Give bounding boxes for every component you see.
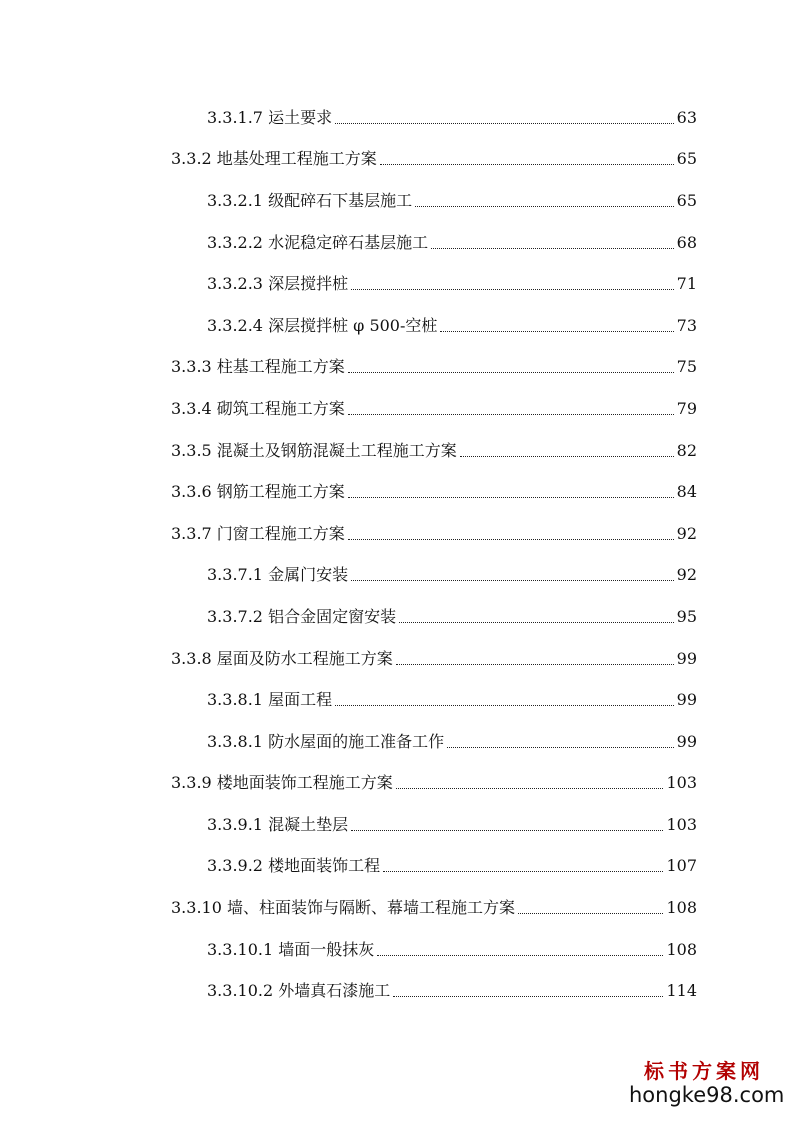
toc-entry-title: 3.3.10.2 外墙真石漆施工 xyxy=(207,981,391,1001)
toc-entry[interactable] xyxy=(0,139,697,181)
toc-entry-title: 3.3.2.1 级配碎石下基层施工 xyxy=(207,190,413,210)
dot-leader xyxy=(383,870,663,872)
toc-entry-title: 3.3.10.1 墙面一般抹灰 xyxy=(207,939,375,959)
toc-entry[interactable] xyxy=(0,513,697,555)
toc-entry-page-number: 65 xyxy=(676,149,697,169)
toc-entry-title: 3.3.6 钢筋工程施工方案 xyxy=(171,482,345,502)
toc-entry-page-number: 92 xyxy=(676,565,697,585)
dot-leader xyxy=(460,455,674,457)
toc-entry[interactable] xyxy=(0,846,697,888)
dot-leader xyxy=(415,205,674,207)
toc-entry-page-number: 107 xyxy=(666,856,697,876)
toc-entry-title: 3.3.8.1 屋面工程 xyxy=(207,690,333,710)
toc-entry-title: 3.3.2 地基处理工程施工方案 xyxy=(171,149,377,169)
toc-entry-title: 3.3.7 门窗工程施工方案 xyxy=(171,523,345,543)
toc-entry[interactable] xyxy=(0,970,697,1012)
toc-entry-title: 3.3.7.2 铝合金固定窗安装 xyxy=(207,606,397,626)
toc-entry-title: 3.3.3 柱基工程施工方案 xyxy=(171,357,345,377)
toc-entry-page-number: 63 xyxy=(676,107,697,127)
watermark-logo xyxy=(629,1059,785,1108)
dot-leader xyxy=(396,663,674,665)
dot-leader xyxy=(335,704,674,706)
toc-entry-title: 3.3.8 屋面及防水工程施工方案 xyxy=(171,648,393,668)
table-of-contents xyxy=(0,97,793,1012)
toc-entry-page-number: 71 xyxy=(676,274,697,294)
toc-entry[interactable] xyxy=(0,721,697,763)
toc-entry-page-number: 99 xyxy=(676,731,697,751)
toc-entry-page-number: 84 xyxy=(676,482,697,502)
dot-leader xyxy=(335,122,674,124)
toc-entry-title: 3.3.2.2 水泥稳定碎石基层施工 xyxy=(207,232,429,252)
toc-entry-page-number: 73 xyxy=(676,315,697,335)
toc-entry[interactable] xyxy=(0,347,697,389)
toc-entry-title: 3.3.5 混凝土及钢筋混凝土工程施工方案 xyxy=(171,440,457,460)
dot-leader xyxy=(348,371,674,373)
watermark-name: 标书方案网 xyxy=(644,1059,764,1083)
dot-leader xyxy=(447,746,674,748)
toc-entry[interactable] xyxy=(0,263,697,305)
dot-leader xyxy=(396,787,664,789)
toc-entry-title: 3.3.7.1 金属门安装 xyxy=(207,565,349,585)
dot-leader xyxy=(440,330,673,332)
toc-entry[interactable] xyxy=(0,555,697,597)
toc-entry[interactable] xyxy=(0,430,697,472)
toc-entry-page-number: 95 xyxy=(676,606,697,626)
toc-entry[interactable] xyxy=(0,222,697,264)
toc-entry-title: 3.3.9 楼地面装饰工程施工方案 xyxy=(171,773,393,793)
dot-leader xyxy=(348,538,674,540)
toc-entry[interactable] xyxy=(0,679,697,721)
dot-leader xyxy=(351,829,663,831)
toc-entry-title: 3.3.9.1 混凝土垫层 xyxy=(207,814,349,834)
dot-leader xyxy=(431,247,674,249)
watermark-url: hongke98.com xyxy=(629,1083,785,1107)
toc-entry[interactable] xyxy=(0,180,697,222)
dot-leader xyxy=(348,496,674,498)
toc-entry[interactable] xyxy=(0,596,697,638)
toc-entry-page-number: 68 xyxy=(676,232,697,252)
toc-entry-page-number: 108 xyxy=(666,939,697,959)
toc-entry-page-number: 99 xyxy=(676,648,697,668)
toc-entry-page-number: 103 xyxy=(666,773,697,793)
toc-entry[interactable] xyxy=(0,471,697,513)
dot-leader xyxy=(377,954,663,956)
toc-entry-page-number: 75 xyxy=(676,357,697,377)
toc-entry-title: 3.3.9.2 楼地面装饰工程 xyxy=(207,856,381,876)
dot-leader xyxy=(518,912,663,914)
toc-entry[interactable] xyxy=(0,887,697,929)
toc-entry-page-number: 65 xyxy=(676,190,697,210)
toc-entry-title: 3.3.10 墙、柱面装饰与隔断、幕墙工程施工方案 xyxy=(171,898,515,918)
toc-entry[interactable] xyxy=(0,97,697,139)
toc-entry[interactable] xyxy=(0,804,697,846)
toc-entry-title: 3.3.1.7 运土要求 xyxy=(207,107,333,127)
toc-entry-page-number: 82 xyxy=(676,440,697,460)
toc-entry[interactable] xyxy=(0,388,697,430)
toc-entry-page-number: 108 xyxy=(666,898,697,918)
dot-leader xyxy=(380,163,674,165)
toc-entry-page-number: 114 xyxy=(666,981,697,1001)
toc-entry-page-number: 92 xyxy=(676,523,697,543)
dot-leader xyxy=(399,621,674,623)
dot-leader xyxy=(348,413,674,415)
toc-entry-title: 3.3.8.1 防水屋面的施工准备工作 xyxy=(207,731,445,751)
toc-entry-page-number: 103 xyxy=(666,814,697,834)
toc-entry-title: 3.3.2.3 深层搅拌桩 xyxy=(207,274,349,294)
toc-entry[interactable] xyxy=(0,929,697,971)
dot-leader xyxy=(351,579,674,581)
toc-entry-title: 3.3.2.4 深层搅拌桩 φ 500-空桩 xyxy=(207,315,438,335)
toc-entry[interactable] xyxy=(0,763,697,805)
toc-entry-page-number: 79 xyxy=(676,398,697,418)
toc-entry[interactable] xyxy=(0,305,697,347)
toc-entry[interactable] xyxy=(0,638,697,680)
dot-leader xyxy=(351,288,674,290)
toc-entry-title: 3.3.4 砌筑工程施工方案 xyxy=(171,398,345,418)
dot-leader xyxy=(393,995,663,997)
toc-entry-page-number: 99 xyxy=(676,690,697,710)
